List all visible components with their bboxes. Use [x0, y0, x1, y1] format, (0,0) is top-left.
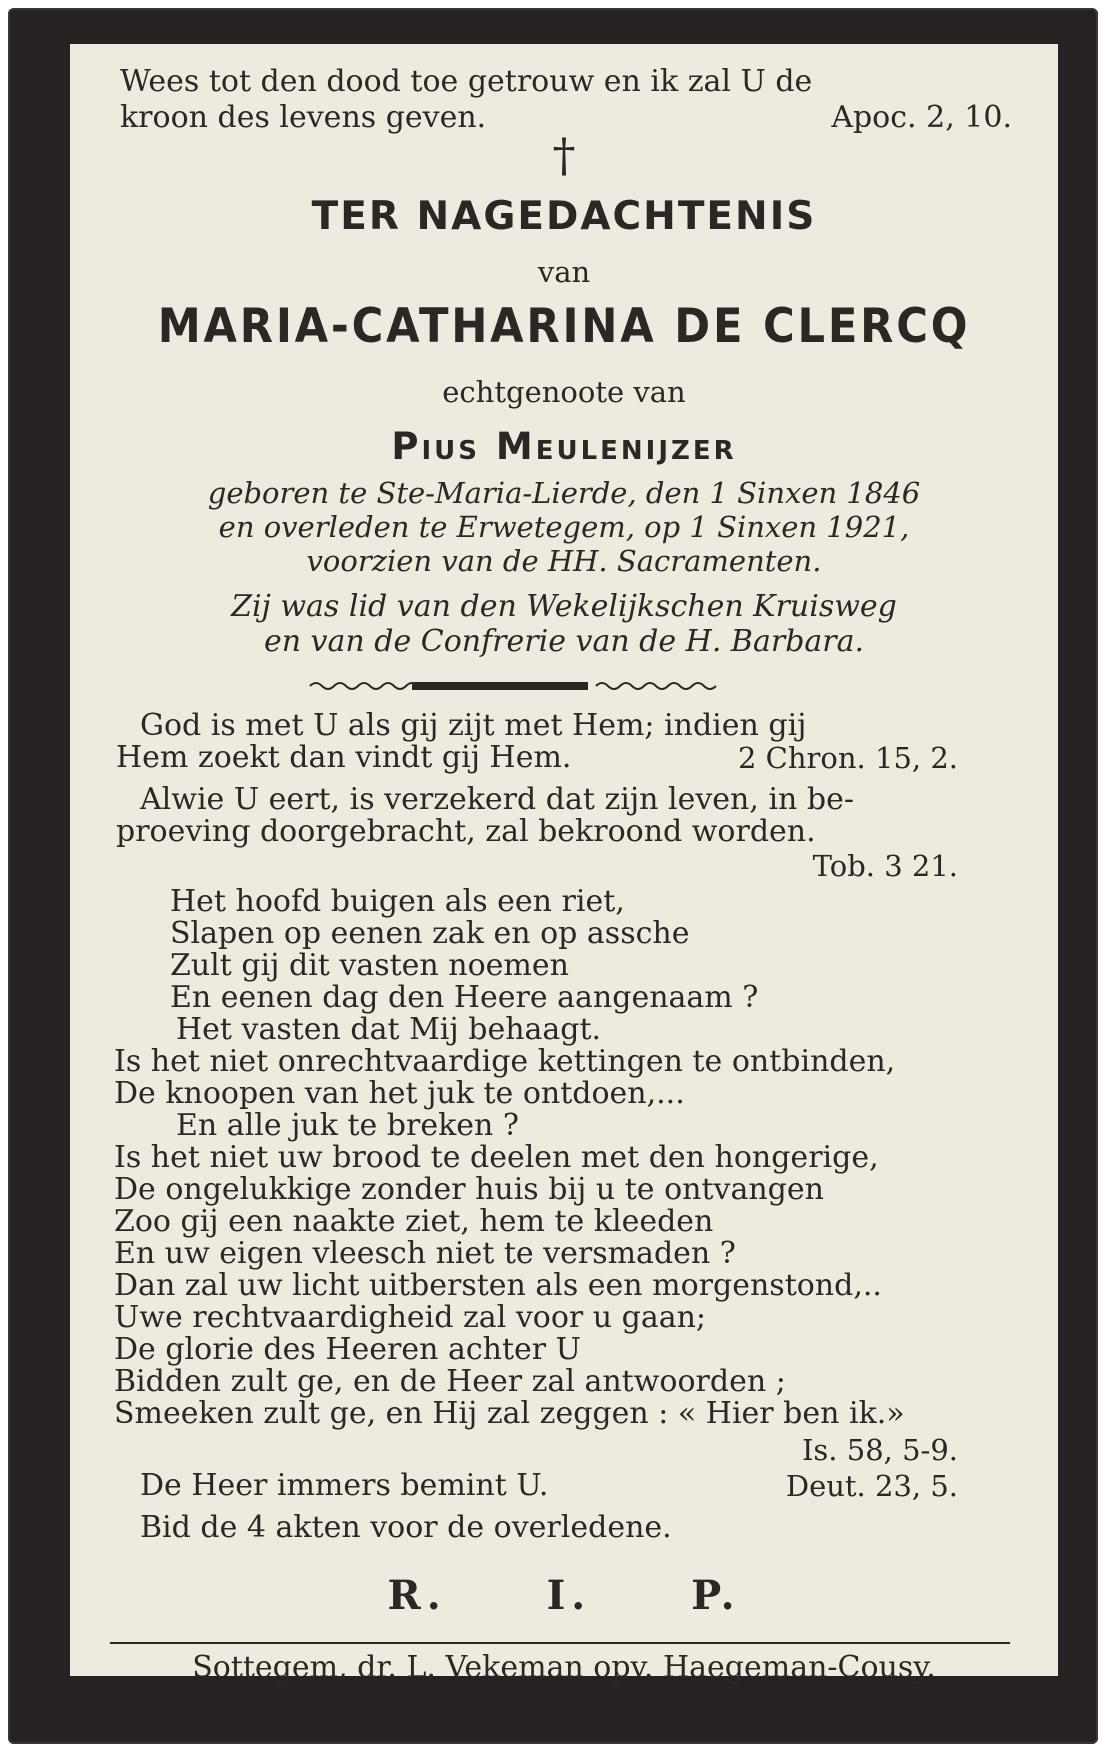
poem-line: De glorie des Heeren achter U: [114, 1332, 581, 1367]
cross-icon: †: [552, 128, 576, 182]
poem-line: En uw eigen vleesch niet te versmaden ?: [114, 1236, 736, 1271]
membership-line-1: Zij was lid van den Wekelijkschen Kruisweg: [231, 589, 897, 624]
membership-line-2: en van de Confrerie van de H. Barbara.: [263, 624, 865, 659]
poem-line: Zult gij dit vasten noemen: [170, 948, 569, 983]
memorial-card: [8, 8, 1098, 1744]
poem-line: En eenen dag den Heere aangenaam ?: [170, 980, 759, 1015]
poem-reference: Is. 58, 5-9.: [801, 1433, 958, 1467]
poem-line: Is het niet uw brood te deelen met den hongerige,: [114, 1140, 879, 1175]
poem-line: Uwe rechtvaardigheid zal voor u gaan;: [114, 1300, 707, 1335]
tob-reference: Tob. 3 21.: [812, 849, 958, 883]
tob-verse-line-1: Alwie U eert, is verzekerd dat zijn leven, in be-: [140, 782, 854, 817]
spouse-name: Pius Meulenijzer: [391, 425, 737, 468]
poem-line: De knoopen van het juk te ontdoen,...: [114, 1076, 685, 1111]
sacraments-line: voorzien van de HH. Sacramenten.: [306, 544, 822, 578]
memorial-title: TER NAGEDACHTENIS: [311, 194, 817, 239]
poem-line: Het hoofd buigen als een riet,: [170, 884, 625, 919]
poem-line: De ongelukkige zonder huis bij u te ontvangen: [114, 1172, 824, 1207]
poem-line: Bidden zult ge, en de Heer zal antwoorden ;: [114, 1364, 786, 1399]
prayer-request: Bid de 4 akten voor de overledene.: [140, 1510, 672, 1545]
poem-line: Zoo gij een naakte ziet, hem te kleeden: [114, 1204, 714, 1239]
poem-line: En alle juk te breken ?: [176, 1108, 519, 1143]
card-text-panel: [70, 44, 1058, 1685]
chron-verse-line-2: Hem zoekt dan vindt gij Hem.: [116, 740, 572, 775]
deut-verse: De Heer immers bemint U.: [140, 1468, 549, 1503]
header-quote-line-2: kroon des levens geven.: [120, 100, 487, 135]
poem-line: Is het niet onrechtvaardige kettingen te ontbinden,: [114, 1044, 896, 1079]
deut-reference: Deut. 23, 5.: [785, 1469, 958, 1503]
deceased-name: MARIA-CATHARINA DE CLERCQ: [157, 299, 971, 354]
poem-line: Slapen op eenen zak en op assche: [170, 916, 690, 951]
ornamental-divider: [70, 674, 1058, 698]
tob-verse-line-2: proeving doorgebracht, zal bekroond worden.: [116, 814, 816, 849]
footer-rule: [110, 1642, 1010, 1644]
header-quote-line-1: Wees tot den dood toe getrouw en ik zal U de: [120, 64, 813, 99]
poem-line: Dan zal uw licht uitbersten als een morgenstond,..: [114, 1268, 882, 1303]
poem-line: Het vasten dat Mij behaagt.: [176, 1012, 602, 1047]
header-quote-reference: Apoc. 2, 10.: [831, 100, 1012, 135]
birth-line: geboren te Ste-Maria-Lierde, den 1 Sinxen 1846: [207, 476, 921, 510]
printer-imprint: Sottegem, dr. L. Vekeman opv. Haegeman-Cousy.: [192, 1650, 936, 1685]
rip-inscription: R. I. P.: [387, 1572, 741, 1619]
chron-verse-line-1: God is met U als gij zijt met Hem; indien gij: [140, 708, 807, 743]
relation-label: echtgenoote van: [442, 375, 686, 409]
poem-line: Smeeken zult ge, en Hij zal zeggen : « Hier ben ik.»: [114, 1396, 905, 1431]
death-line: en overleden te Erwetegem, op 1 Sinxen 1921,: [218, 510, 910, 544]
van-label: van: [537, 255, 591, 289]
chron-reference: 2 Chron. 15, 2.: [738, 741, 958, 775]
